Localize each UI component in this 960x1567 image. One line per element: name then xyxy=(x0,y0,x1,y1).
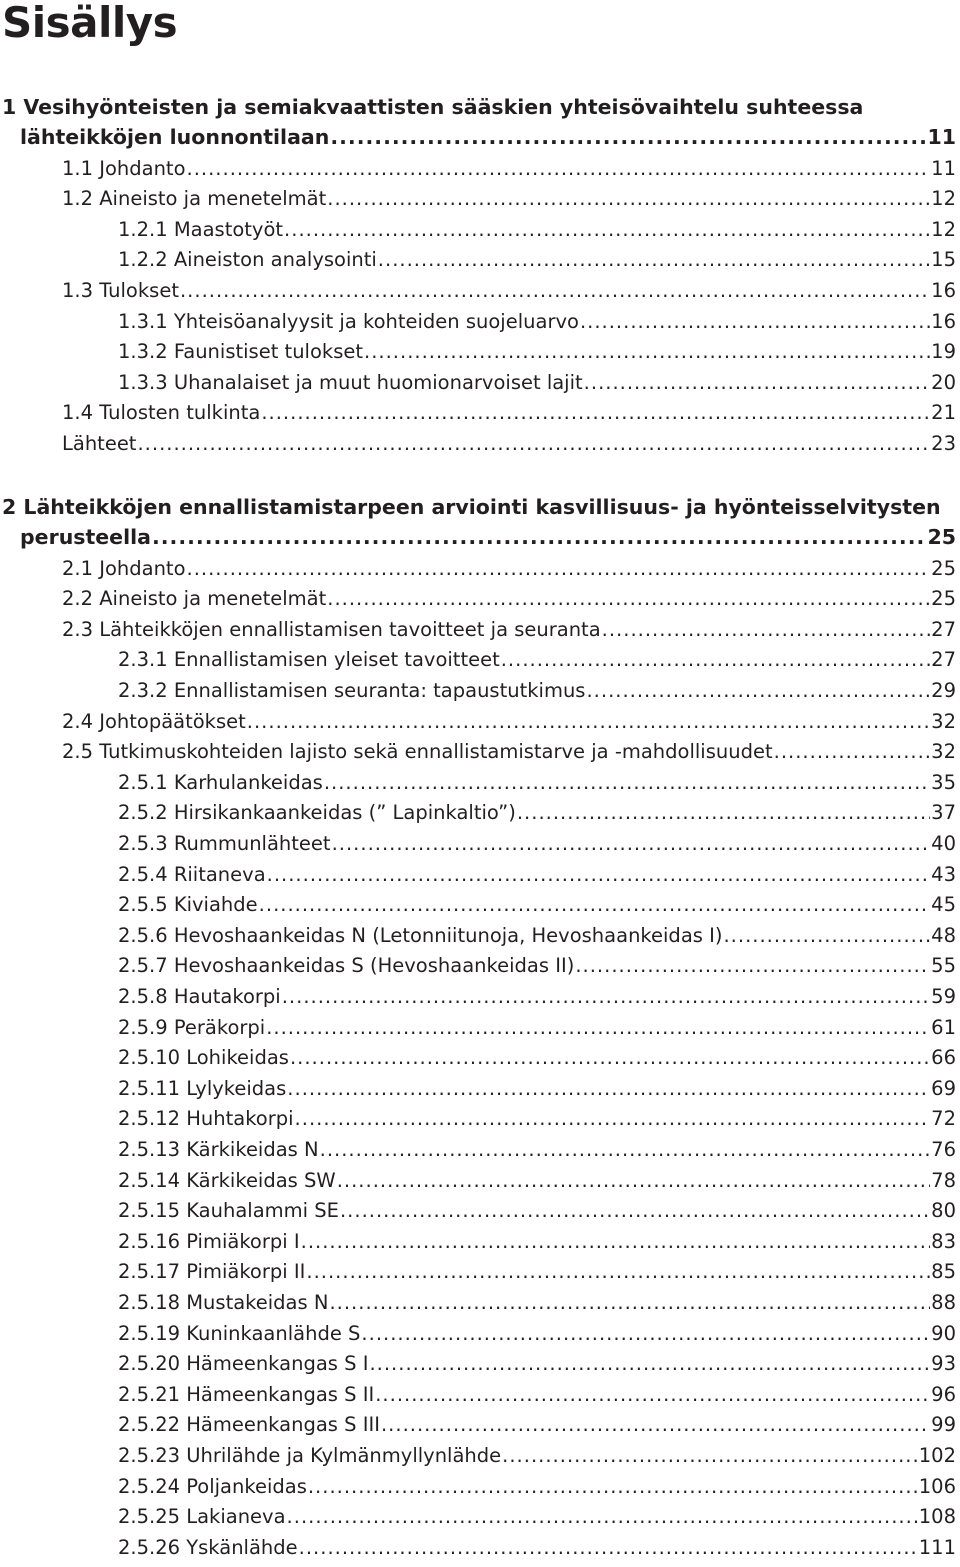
toc-entry-label: 2.3 Lähteikköjen ennallistamisen tavoitteet ja seuranta xyxy=(62,617,601,641)
toc-entry[interactable] xyxy=(118,1380,956,1410)
toc-entry[interactable] xyxy=(62,276,956,306)
toc-entry-label: 2.5.5 Kiviahde xyxy=(118,893,258,917)
dot-leader xyxy=(381,1410,930,1440)
toc-entry-page-number: 99 xyxy=(931,1413,956,1437)
dot-leader xyxy=(327,184,930,214)
toc-entry[interactable] xyxy=(62,154,956,184)
toc-entry-label: 1.2 Aineisto ja menetelmät xyxy=(62,187,327,211)
dot-leader xyxy=(327,584,930,614)
toc-entry[interactable] xyxy=(118,798,956,828)
chapter-page-number: 11 xyxy=(927,125,956,149)
toc-entry-page-number: 19 xyxy=(931,340,956,364)
toc-entry[interactable] xyxy=(118,245,956,275)
toc-entry-page-number: 93 xyxy=(931,1352,956,1376)
toc-entry[interactable] xyxy=(118,951,956,981)
chapter-heading-row[interactable] xyxy=(20,122,956,152)
toc-entry-label: 2.5 Tutkimuskohteiden lajisto sekä ennallistamistarve ja -mahdollisuudet xyxy=(62,740,773,764)
toc-entry-label: 2.5.14 Kärkikeidas SW xyxy=(118,1168,336,1192)
dot-leader xyxy=(266,1013,930,1043)
chapter-heading-line-2: lähteikköjen luonnontilaan xyxy=(20,125,330,149)
dot-leader xyxy=(187,154,931,184)
toc-entry-page-number: 72 xyxy=(931,1107,956,1131)
toc-entry-label: 2.5.11 Lylykeidas xyxy=(118,1076,287,1100)
toc-entry-page-number: 111 xyxy=(918,1535,956,1559)
toc-entry-page-number: 16 xyxy=(931,309,956,333)
toc-entry[interactable] xyxy=(62,398,956,428)
toc-entry[interactable] xyxy=(118,337,956,367)
toc-entry-page-number: 12 xyxy=(931,187,956,211)
dot-leader xyxy=(364,337,930,367)
toc-entry[interactable] xyxy=(118,215,956,245)
dot-leader xyxy=(308,1472,918,1502)
dot-leader xyxy=(375,1380,930,1410)
dot-leader xyxy=(287,1502,918,1532)
toc-entry[interactable] xyxy=(118,645,956,675)
chapter-heading-line-1: 2 Lähteikköjen ennallistamistarpeen arviointi kasvillisuus- ja hyönteisselvitysten xyxy=(2,495,941,519)
dot-leader xyxy=(187,554,931,584)
toc-entry-label: 2.5.23 Uhrilähde ja Kylmänmyllynlähde xyxy=(118,1444,502,1467)
dot-leader xyxy=(340,1196,930,1226)
dot-leader xyxy=(517,798,930,828)
toc-entry-label: 2.5.7 Hevoshaankeidas S (Hevoshaankeidas II) xyxy=(118,954,575,978)
toc-entry-page-number: 96 xyxy=(931,1382,956,1406)
dot-leader xyxy=(502,1441,918,1471)
toc-entry-page-number: 48 xyxy=(931,923,956,947)
toc-entry-page-number: 16 xyxy=(931,279,956,302)
toc-entry-label: 2.5.12 Huhtakorpi xyxy=(118,1107,294,1131)
toc-entry[interactable] xyxy=(118,1441,956,1471)
toc-entry-page-number: 32 xyxy=(931,709,956,733)
toc-entry-page-number: 76 xyxy=(931,1138,956,1161)
toc-entry[interactable] xyxy=(118,768,956,798)
toc-entry-page-number: 59 xyxy=(931,985,956,1008)
toc-entry[interactable] xyxy=(118,1257,956,1287)
dot-leader xyxy=(284,215,930,245)
toc-entry-page-number: 25 xyxy=(931,587,956,611)
toc-entry-page-number: 80 xyxy=(931,1199,956,1223)
toc-entry[interactable] xyxy=(62,584,956,614)
dot-leader xyxy=(299,1533,918,1563)
dot-leader xyxy=(247,707,930,737)
toc-entry-page-number: 78 xyxy=(931,1168,956,1192)
toc-entry-label: 2.5.10 Lohikeidas xyxy=(118,1046,289,1070)
toc-entry-page-number: 90 xyxy=(931,1321,956,1345)
toc-entry[interactable] xyxy=(118,982,956,1012)
dot-leader xyxy=(602,615,931,645)
chapter-page-number: 25 xyxy=(927,525,956,549)
chapter-heading[interactable] xyxy=(2,92,960,123)
toc-entry[interactable] xyxy=(118,1135,956,1165)
toc-entry[interactable] xyxy=(118,921,956,951)
toc-entry[interactable] xyxy=(118,1410,956,1440)
toc-entry-page-number: 32 xyxy=(931,740,956,764)
chapter-heading-row[interactable] xyxy=(20,522,956,552)
toc-entry[interactable] xyxy=(118,1227,956,1257)
toc-entry-label: 1.2.2 Aineiston analysointi xyxy=(118,248,377,272)
toc-entry-page-number: 83 xyxy=(931,1229,956,1253)
toc-entry-page-number: 29 xyxy=(931,679,956,702)
dot-leader xyxy=(332,829,931,859)
dot-leader xyxy=(723,921,930,951)
toc-entry-label: 2.3.2 Ennallistamisen seuranta: tapaustutkimus xyxy=(118,679,586,702)
toc-entry[interactable] xyxy=(118,860,956,890)
toc-entry-page-number: 108 xyxy=(918,1505,956,1529)
toc-entry-label: 2.3.1 Ennallistamisen yleiset tavoitteet xyxy=(118,648,500,672)
toc-entry-label: 2.5.2 Hirsikankaankeidas (” Lapinkaltio”) xyxy=(118,801,516,825)
toc-entry[interactable] xyxy=(62,184,956,214)
toc-entry[interactable] xyxy=(62,429,956,459)
dot-leader xyxy=(306,1257,930,1287)
toc-entry-page-number: 27 xyxy=(931,648,956,672)
toc-entry-page-number: 69 xyxy=(931,1076,956,1100)
chapter-heading[interactable] xyxy=(2,492,960,523)
dot-leader xyxy=(137,429,930,459)
dot-leader xyxy=(267,860,931,890)
dot-leader xyxy=(586,676,930,706)
toc-entry[interactable] xyxy=(118,1104,956,1134)
dot-leader xyxy=(584,368,931,398)
toc-entry-page-number: 40 xyxy=(931,832,956,855)
toc-entry-label: Lähteet xyxy=(62,432,137,455)
dot-leader xyxy=(369,1349,930,1379)
toc-entry[interactable] xyxy=(62,615,956,645)
toc-entry[interactable] xyxy=(118,1043,956,1073)
dot-leader xyxy=(501,645,930,675)
toc-entry-page-number: 20 xyxy=(931,370,956,394)
dot-leader xyxy=(287,1074,930,1104)
toc-entry-page-number: 61 xyxy=(931,1015,956,1039)
toc-entry[interactable] xyxy=(118,1472,956,1502)
toc-entry-label: 2.1 Johdanto xyxy=(62,556,186,580)
dot-leader xyxy=(261,398,930,428)
toc-entry-label: 2.5.3 Rummunlähteet xyxy=(118,832,331,855)
dot-leader xyxy=(152,522,926,552)
toc-entry[interactable] xyxy=(62,707,956,737)
toc-entry[interactable] xyxy=(118,890,956,920)
toc-entry-page-number: 35 xyxy=(931,770,956,794)
dot-leader xyxy=(259,890,931,920)
dot-leader xyxy=(361,1319,930,1349)
toc-entry-page-number: 12 xyxy=(931,217,956,241)
toc-entry-page-number: 15 xyxy=(931,248,956,272)
toc-entry[interactable] xyxy=(118,368,956,398)
toc-entry-page-number: 27 xyxy=(931,617,956,641)
toc-entry-label: 1.3 Tulokset xyxy=(62,279,179,302)
toc-entry-label: 2.5.15 Kauhalammi SE xyxy=(118,1199,339,1223)
toc-entry-page-number: 43 xyxy=(931,862,956,886)
dot-leader xyxy=(320,1135,931,1165)
toc-entry-label: 1.3.3 Uhanalaiset ja muut huomionarvoiset lajit xyxy=(118,370,583,394)
toc-entry[interactable] xyxy=(62,737,956,767)
dot-leader xyxy=(580,307,930,337)
dot-leader xyxy=(774,737,931,767)
page-title: Sisällys xyxy=(2,0,178,47)
toc-entry[interactable] xyxy=(118,1074,956,1104)
toc-entry-label: 2.5.6 Hevoshaankeidas N (Letonniitunoja, Hevoshaankeidas I) xyxy=(118,923,723,947)
dot-leader xyxy=(301,1227,931,1257)
toc-entry-label: 2.5.1 Karhulankeidas xyxy=(118,770,323,794)
toc-entry-label: 2.5.22 Hämeenkangas S III xyxy=(118,1413,380,1437)
toc-entry-page-number: 88 xyxy=(931,1291,956,1314)
toc-entry-page-number: 37 xyxy=(931,801,956,825)
toc-entry[interactable] xyxy=(118,1166,956,1196)
toc-entry[interactable] xyxy=(118,676,956,706)
toc-entry-page-number: 66 xyxy=(931,1046,956,1070)
toc-entry-page-number: 21 xyxy=(931,401,956,425)
dot-leader xyxy=(295,1104,931,1134)
toc-entry-label: 2.5.25 Lakianeva xyxy=(118,1505,286,1529)
toc-entry-label: 2.5.20 Hämeenkangas S I xyxy=(118,1352,369,1376)
toc-entry[interactable] xyxy=(118,1196,956,1226)
toc-entry-label: 1.3.1 Yhteisöanalyysit ja kohteiden suojeluarvo xyxy=(118,309,579,333)
toc-entry[interactable] xyxy=(118,1013,956,1043)
dot-leader xyxy=(324,768,930,798)
toc-entry[interactable] xyxy=(118,1319,956,1349)
toc-entry-label: 1.2.1 Maastotyöt xyxy=(118,217,284,241)
chapter-heading-line-2: perusteella xyxy=(20,525,151,549)
toc-entry-label: 1.3.2 Faunistiset tulokset xyxy=(118,340,363,364)
toc-entry-page-number: 11 xyxy=(931,156,956,180)
toc-entry-page-number: 55 xyxy=(931,954,956,978)
dot-leader xyxy=(337,1166,930,1196)
toc-entry-label: 2.5.8 Hautakorpi xyxy=(118,985,281,1008)
toc-entry-page-number: 102 xyxy=(918,1444,956,1467)
toc-entry-page-number: 23 xyxy=(931,432,956,455)
toc-entry-label: 2.5.13 Kärkikeidas N xyxy=(118,1138,319,1161)
toc-entry-page-number: 45 xyxy=(931,893,956,917)
toc-entry[interactable] xyxy=(118,1288,956,1318)
toc-entry-label: 2.5.18 Mustakeidas N xyxy=(118,1291,329,1314)
toc-entry-label: 2.5.21 Hämeenkangas S II xyxy=(118,1382,375,1406)
toc-entry-page-number: 25 xyxy=(931,556,956,580)
dot-leader xyxy=(378,245,930,275)
dot-leader xyxy=(180,276,930,306)
dot-leader xyxy=(330,122,926,152)
toc-entry[interactable] xyxy=(62,554,956,584)
toc-entry-label: 2.5.9 Peräkorpi xyxy=(118,1015,266,1039)
dot-leader xyxy=(282,982,930,1012)
toc-entry-label: 2.5.16 Pimiäkorpi I xyxy=(118,1229,300,1253)
toc-entry-label: 2.5.17 Pimiäkorpi II xyxy=(118,1260,306,1284)
toc-entry-label: 2.5.4 Riitaneva xyxy=(118,862,266,886)
dot-leader xyxy=(575,951,930,981)
dot-leader xyxy=(329,1288,930,1318)
toc-entry[interactable] xyxy=(118,307,956,337)
toc-entry-label: 1.4 Tulosten tulkinta xyxy=(62,401,261,425)
toc-entry-label: 2.5.26 Yskänlähde xyxy=(118,1535,298,1559)
chapter-heading-line-1: 1 Vesihyönteisten ja semiakvaattisten sääskien yhteisövaihtelu suhteessa xyxy=(2,95,864,119)
dot-leader xyxy=(290,1043,930,1073)
toc-entry-label: 2.2 Aineisto ja menetelmät xyxy=(62,587,327,611)
toc-entry[interactable] xyxy=(118,1533,956,1563)
toc-entry-label: 2.5.19 Kuninkaanlähde S xyxy=(118,1321,361,1345)
toc-entry[interactable] xyxy=(118,829,956,859)
toc-entry-label: 1.1 Johdanto xyxy=(62,156,186,180)
toc-entry-label: 2.4 Johtopäätökset xyxy=(62,709,246,733)
toc-entry-label: 2.5.24 Poljankeidas xyxy=(118,1474,307,1498)
toc-entry[interactable] xyxy=(118,1502,956,1532)
toc-entry-page-number: 106 xyxy=(918,1474,956,1498)
toc-entry-page-number: 85 xyxy=(931,1260,956,1284)
toc-entry[interactable] xyxy=(118,1349,956,1379)
